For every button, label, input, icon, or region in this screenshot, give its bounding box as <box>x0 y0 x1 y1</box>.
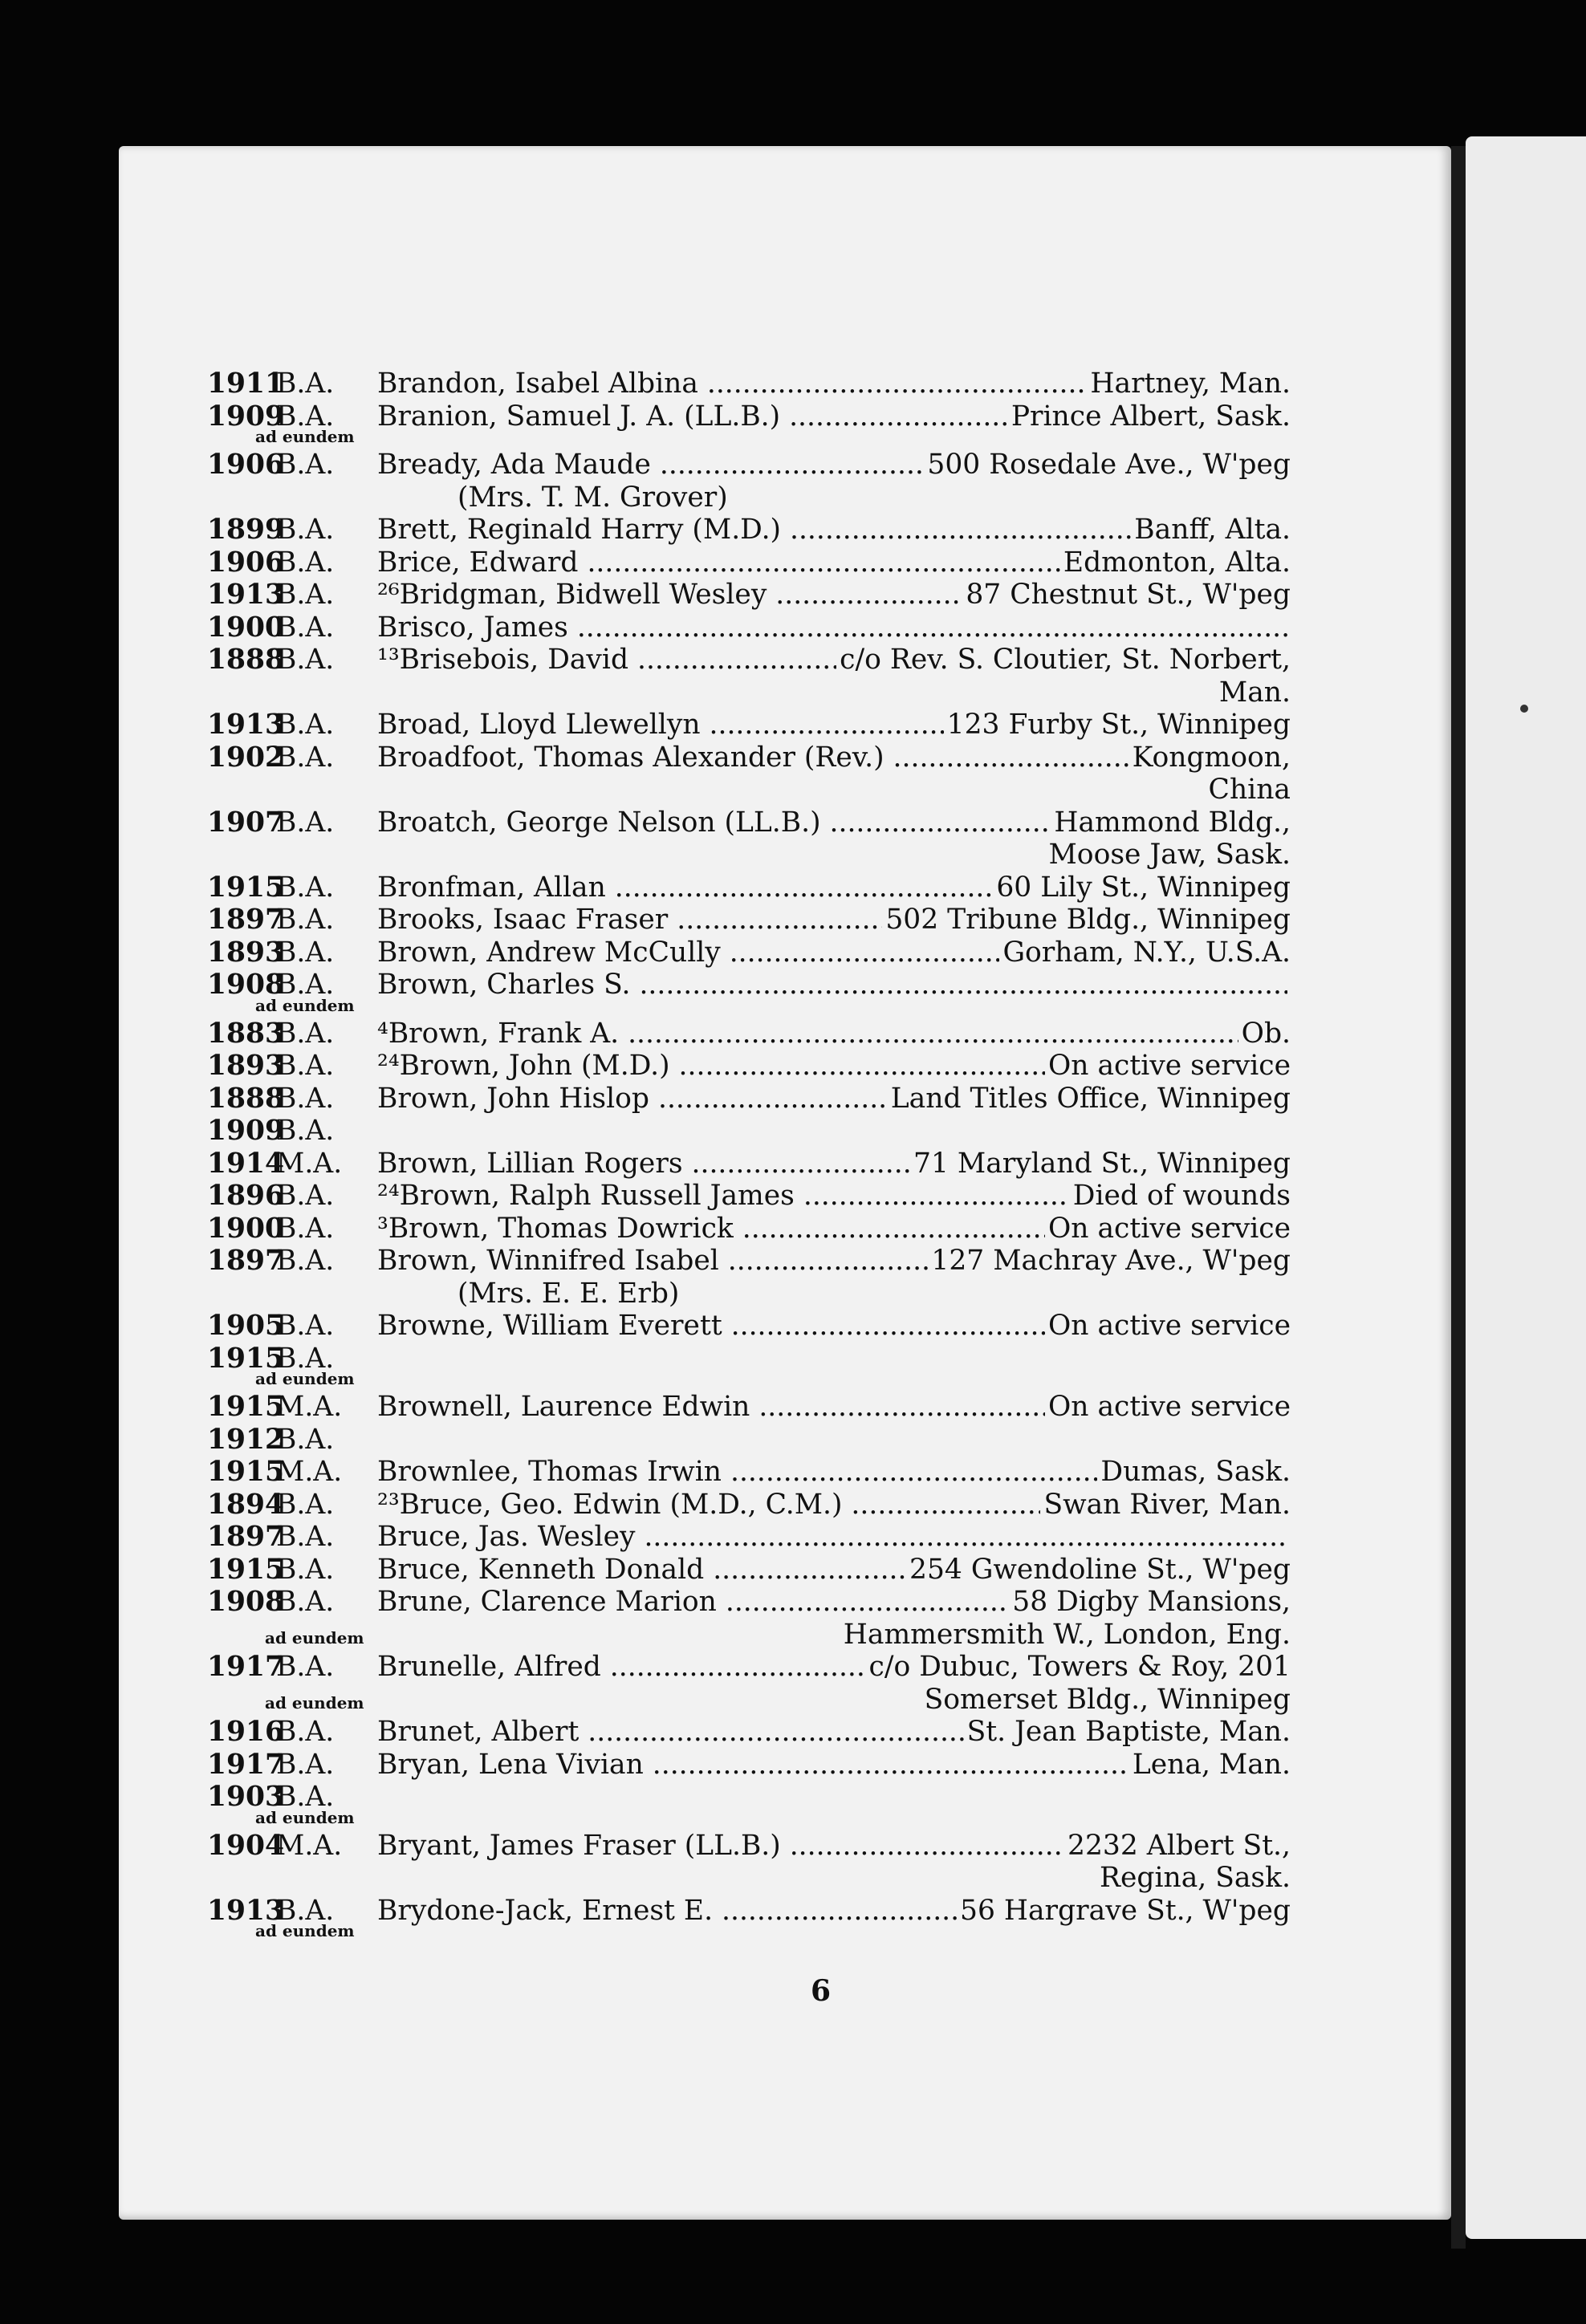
list-item <box>207 579 1291 611</box>
list-item <box>207 806 1291 839</box>
entry-name: Bronfman, Allan ..... <box>377 872 993 904</box>
entry-degree: B.A. <box>276 1488 335 1521</box>
entry-year: 1907 <box>207 806 285 839</box>
entry-name: Bryant, James Fraser (LL.B.) ..... <box>377 1830 1064 1863</box>
entry-name: Bruce, Kenneth Donald ..... <box>377 1554 906 1587</box>
entry-location: 58 Digby Mansions, <box>1012 1586 1291 1618</box>
list-item <box>207 709 1291 741</box>
list-item <box>207 904 1291 937</box>
list-item <box>207 969 1291 1002</box>
ad-eundem-note: ad eundem <box>255 995 355 1015</box>
entry-name: ²⁴Brown, John (M.D.) ..... <box>377 1050 1045 1083</box>
facing-page-mark <box>1520 705 1528 713</box>
entry-degree: M.A. <box>276 1829 343 1862</box>
entry-degree: B.A. <box>276 1212 335 1245</box>
entry-degree: B.A. <box>276 936 335 969</box>
entry-degree: B.A. <box>276 449 335 481</box>
entry-year: 1908 <box>207 969 285 1001</box>
entry-degree: B.A. <box>276 579 335 611</box>
list-item <box>207 872 1291 904</box>
list-item <box>207 449 1291 481</box>
entry-name: Brown, Andrew McCully ..... <box>377 937 999 969</box>
entry-location: 502 Tribune Bldg., Winnipeg <box>885 904 1291 936</box>
entry-name: Bready, Ada Maude ..... <box>377 449 924 481</box>
entry-location: 60 Lily St., Winnipeg <box>996 871 1291 904</box>
entry-year: 1903 <box>207 1781 285 1813</box>
entry-degree: B.A. <box>276 1310 335 1342</box>
entry-degree: B.A. <box>276 904 335 936</box>
list-item <box>207 1651 1291 1684</box>
entry-name: Brandon, Isabel Albina ..... <box>377 368 1087 400</box>
entry-location-continued: Hammersmith W., London, Eng. <box>843 1618 1291 1651</box>
entry-location: 56 Hargrave St., W'peg <box>960 1894 1291 1927</box>
ad-eundem-note: ad eundem <box>255 427 355 446</box>
entry-year: 1915 <box>207 1342 285 1375</box>
list-item <box>207 1310 1291 1343</box>
entry-degree: B.A. <box>276 400 335 433</box>
list-item <box>207 514 1291 546</box>
entry-location: 127 Machray Ave., W'peg <box>931 1245 1291 1277</box>
entry-location: Banff, Alta. <box>1134 514 1291 546</box>
entry-degree: B.A. <box>276 1781 335 1813</box>
ad-eundem-note: ad eundem <box>255 1807 355 1827</box>
entry-location: St. Jean Baptiste, Man. <box>966 1716 1291 1748</box>
list-item <box>207 1895 1291 1928</box>
entry-location: Hammond Bldg., <box>1054 806 1291 839</box>
list-item <box>207 1489 1291 1522</box>
list-item <box>207 400 1291 433</box>
entry-year: 1915 <box>207 1553 285 1586</box>
ad-eundem-note: ad eundem <box>255 1921 355 1940</box>
entry-name: ¹³Brisebois, David ..... <box>377 644 836 676</box>
entry-name: Browne, William Everett ..... <box>377 1310 1045 1343</box>
entry-degree: B.A. <box>276 969 335 1001</box>
entry-year: 1902 <box>207 741 285 774</box>
entry-name: Brunet, Albert ..... <box>377 1716 964 1749</box>
entry-location: 87 Chestnut St., W'peg <box>966 579 1291 611</box>
entry-year: 1899 <box>207 514 285 546</box>
entry-degree: B.A. <box>276 514 335 546</box>
entry-location: Edmonton, Alta. <box>1063 546 1291 579</box>
entry-location: On active service <box>1047 1391 1291 1423</box>
entry-year: 1905 <box>207 1310 285 1342</box>
list-item <box>207 741 1291 774</box>
entry-name: Brett, Reginald Harry (M.D.) ..... <box>377 514 1131 546</box>
entry-year: 1913 <box>207 709 285 741</box>
entry-year: 1888 <box>207 644 285 676</box>
book-gutter <box>1451 146 1466 2249</box>
entry-degree: B.A. <box>276 1180 335 1212</box>
entry-year: 1896 <box>207 1180 285 1212</box>
list-item <box>207 1391 1291 1424</box>
entry-degree: M.A. <box>276 1456 343 1488</box>
entry-location: 123 Furby St., Winnipeg <box>946 709 1291 741</box>
list-item <box>207 1083 1291 1115</box>
entry-degree: M.A. <box>276 1147 343 1180</box>
entry-year: 1915 <box>207 871 285 904</box>
entry-year: 1917 <box>207 1651 285 1683</box>
list-item <box>207 1343 1291 1375</box>
entry-location: Land Titles Office, Winnipeg <box>890 1082 1291 1115</box>
entry-year: 1897 <box>207 1245 285 1277</box>
list-item <box>207 1018 1291 1050</box>
entry-year: 1894 <box>207 1488 285 1521</box>
list-item <box>207 1050 1291 1083</box>
entry-degree: B.A. <box>276 611 335 644</box>
list-item <box>207 368 1291 400</box>
entry-degree: B.A. <box>276 1115 335 1147</box>
entry-year: 1917 <box>207 1748 285 1781</box>
entry-year: 1916 <box>207 1716 285 1748</box>
entry-location: 71 Maryland St., Winnipeg <box>913 1147 1291 1180</box>
entry-name: Brydone-Jack, Ernest E. ..... <box>377 1895 957 1928</box>
entry-name: ³Brown, Thomas Dowrick ..... <box>377 1213 1045 1245</box>
entry-year: 1911 <box>207 368 285 400</box>
list-item <box>207 644 1291 676</box>
entry-name: ²⁶Bridgman, Bidwell Wesley ..... <box>377 579 962 611</box>
list-item <box>207 1716 1291 1749</box>
entry-name: Brune, Clarence Marion ..... <box>377 1586 1009 1619</box>
entry-location-continued: China <box>1208 774 1291 806</box>
entry-location: On active service <box>1047 1212 1291 1245</box>
list-item <box>207 611 1291 644</box>
entry-degree: B.A. <box>276 1050 335 1082</box>
entry-year: 1908 <box>207 1586 285 1618</box>
entry-name: Brooks, Isaac Fraser ..... <box>377 904 882 937</box>
entry-location: Ob. <box>1241 1017 1291 1050</box>
entry-year: 1909 <box>207 400 285 433</box>
entry-name: Brown, Charles S. ..... <box>377 969 1287 1002</box>
entry-year: 1913 <box>207 579 285 611</box>
entry-name: Brisco, James ..... <box>377 611 1287 644</box>
list-item <box>207 1180 1291 1213</box>
entry-location-continued: Somerset Bldg., Winnipeg <box>924 1683 1291 1716</box>
entry-year: 1897 <box>207 1521 285 1553</box>
entry-note-line: (Mrs. E. E. Erb) <box>458 1277 680 1310</box>
list-item <box>207 1424 1291 1457</box>
entry-name: ²³Bruce, Geo. Edwin (M.D., C.M.) ..... <box>377 1489 1040 1522</box>
entry-location: 254 Gwendoline St., W'peg <box>909 1553 1291 1586</box>
entry-year: 1915 <box>207 1456 285 1488</box>
entry-name: ²⁴Brown, Ralph Russell James ..... <box>377 1180 1070 1213</box>
entry-name: Brunelle, Alfred ..... <box>377 1651 866 1684</box>
list-item <box>207 1830 1291 1863</box>
entry-name: Brownlee, Thomas Irwin ..... <box>377 1456 1097 1489</box>
entry-location: Prince Albert, Sask. <box>1011 400 1291 433</box>
entry-name: Brice, Edward ..... <box>377 546 1060 579</box>
entry-name: Brown, John Hislop ..... <box>377 1083 888 1115</box>
list-item <box>207 1554 1291 1587</box>
entry-degree: B.A. <box>276 1245 335 1277</box>
entry-name: Broad, Lloyd Llewellyn ..... <box>377 709 944 741</box>
list-item <box>207 1521 1291 1554</box>
entry-name: Bruce, Jas. Wesley ..... <box>377 1521 1287 1554</box>
entry-location: On active service <box>1047 1310 1291 1342</box>
entry-location: 500 Rosedale Ave., W'peg <box>927 449 1291 481</box>
entry-location-continued: Man. <box>1218 676 1291 709</box>
entry-year: 1909 <box>207 1115 285 1147</box>
entry-degree: B.A. <box>276 741 335 774</box>
entry-name: Brown, Winnifred Isabel ..... <box>377 1245 928 1278</box>
ad-eundem-note: ad eundem <box>255 1369 355 1388</box>
entry-name: Bryan, Lena Vivian ..... <box>377 1749 1129 1782</box>
entry-year: 1912 <box>207 1423 285 1456</box>
entry-degree: B.A. <box>276 1716 335 1748</box>
list-item <box>207 1781 1291 1814</box>
entry-degree: B.A. <box>276 1748 335 1781</box>
page-number: 6 <box>811 1974 832 2008</box>
entry-location: Lena, Man. <box>1132 1748 1291 1781</box>
entry-degree: B.A. <box>276 1521 335 1553</box>
entry-degree: B.A. <box>276 546 335 579</box>
entry-location: c/o Rev. S. Cloutier, St. Norbert, <box>840 644 1291 676</box>
list-item <box>207 1456 1291 1489</box>
entry-degree: B.A. <box>276 1553 335 1586</box>
entry-degree: B.A. <box>276 368 335 400</box>
entry-location: Swan River, Man. <box>1043 1488 1291 1521</box>
entry-year: 1906 <box>207 449 285 481</box>
entry-degree: B.A. <box>276 709 335 741</box>
entry-year: 1893 <box>207 936 285 969</box>
entry-year: 1900 <box>207 611 285 644</box>
entry-degree: B.A. <box>276 806 335 839</box>
ad-eundem-note: ad eundem <box>265 1692 364 1713</box>
entry-location: Hartney, Man. <box>1090 368 1291 400</box>
list-item <box>207 1749 1291 1782</box>
entry-location: Died of wounds <box>1072 1180 1291 1212</box>
list-item <box>207 546 1291 579</box>
entry-location: 2232 Albert St., <box>1068 1829 1291 1862</box>
list-item <box>207 1115 1291 1148</box>
entry-degree: B.A. <box>276 871 335 904</box>
entry-location: On active service <box>1047 1050 1291 1082</box>
entry-degree: B.A. <box>276 1017 335 1050</box>
list-item <box>207 1148 1291 1180</box>
entry-name: Brownell, Laurence Edwin ..... <box>377 1391 1045 1424</box>
entry-degree: M.A. <box>276 1391 343 1423</box>
entry-location-continued: Moose Jaw, Sask. <box>1048 839 1291 871</box>
entry-degree: B.A. <box>276 644 335 676</box>
entry-note-line: (Mrs. T. M. Grover) <box>458 481 728 514</box>
entry-location: c/o Dubuc, Towers & Roy, 201 <box>868 1651 1291 1683</box>
entry-degree: B.A. <box>276 1342 335 1375</box>
entry-year: 1914 <box>207 1147 285 1180</box>
alumni-list <box>207 368 1291 1943</box>
entry-degree: B.A. <box>276 1423 335 1456</box>
entry-year: 1897 <box>207 904 285 936</box>
list-item <box>207 1213 1291 1245</box>
entry-location: Kongmoon, <box>1132 741 1291 774</box>
entry-year: 1906 <box>207 546 285 579</box>
entry-degree: B.A. <box>276 1082 335 1115</box>
entry-name: Brown, Lillian Rogers ..... <box>377 1148 910 1180</box>
entry-year: 1900 <box>207 1212 285 1245</box>
entry-year: 1904 <box>207 1829 285 1862</box>
entry-name: ⁴Brown, Frank A. ..... <box>377 1018 1238 1050</box>
facing-page <box>1466 136 1586 2239</box>
entry-year: 1893 <box>207 1050 285 1082</box>
entry-degree: B.A. <box>276 1894 335 1927</box>
list-item <box>207 1245 1291 1278</box>
entry-degree: B.A. <box>276 1651 335 1683</box>
entry-year: 1915 <box>207 1391 285 1423</box>
entry-name: Broadfoot, Thomas Alexander (Rev.) ..... <box>377 741 1129 774</box>
entry-year: 1913 <box>207 1894 285 1927</box>
list-item <box>207 937 1291 969</box>
list-item <box>207 1586 1291 1619</box>
entry-location-continued: Regina, Sask. <box>1099 1862 1291 1894</box>
entry-name: Branion, Samuel J. A. (LL.B.) ..... <box>377 400 1008 433</box>
entry-location: Gorham, N.Y., U.S.A. <box>1002 936 1291 969</box>
entry-name: Broatch, George Nelson (LL.B.) ..... <box>377 806 1051 839</box>
entry-location: Dumas, Sask. <box>1100 1456 1291 1488</box>
entry-degree: B.A. <box>276 1586 335 1618</box>
ad-eundem-note: ad eundem <box>265 1627 364 1648</box>
entry-year: 1883 <box>207 1017 285 1050</box>
entry-year: 1888 <box>207 1082 285 1115</box>
